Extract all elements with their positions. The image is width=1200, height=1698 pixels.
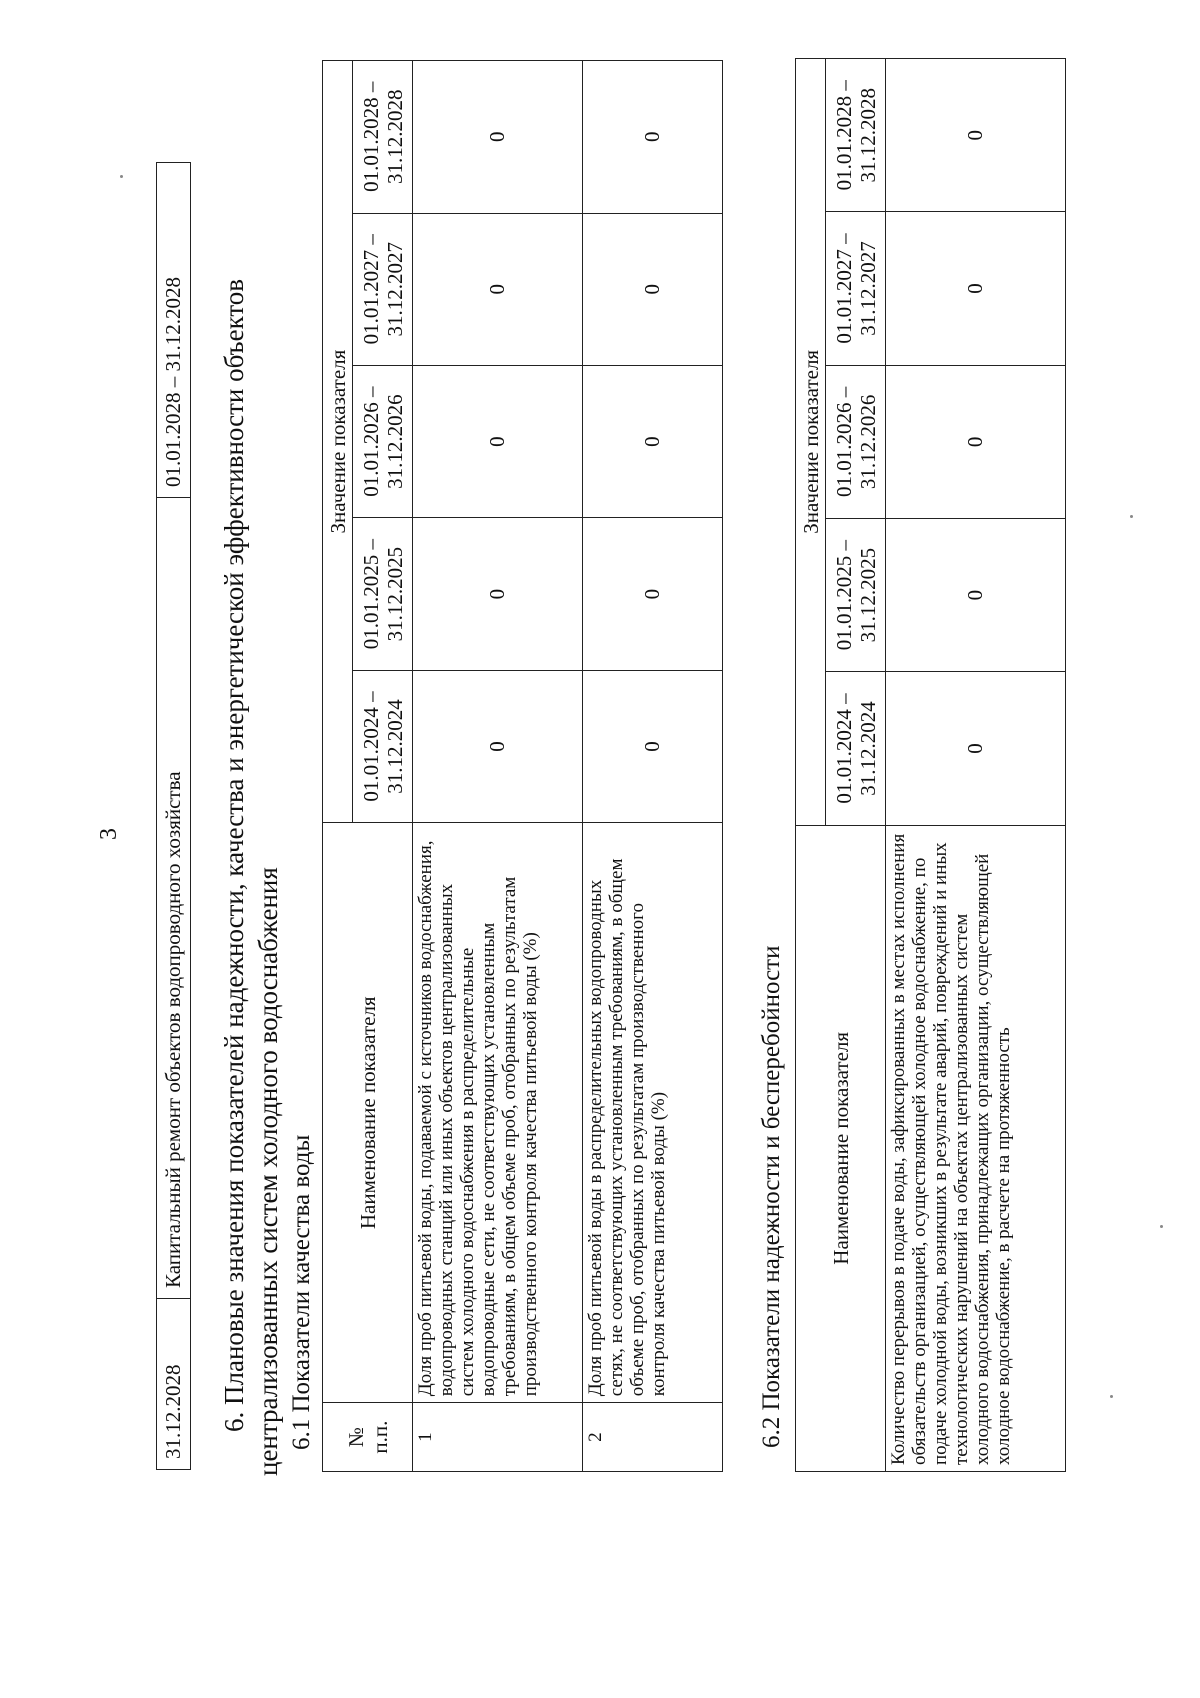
row-value: 0 bbox=[413, 518, 583, 670]
period-header: 01.01.2024 – 31.12.2024 bbox=[826, 672, 886, 825]
row-value: 0 bbox=[583, 670, 723, 822]
row-name: Доля проб питьевой воды в распределительных водопроводных сетях, не соответствующих установленным требованиям, в общем объеме проб, отобранных по результатам производственного контроля качества питьевой воды (%) bbox=[583, 823, 723, 1403]
row-value: 0 bbox=[886, 59, 1066, 212]
row-value: 0 bbox=[583, 61, 723, 214]
section-number: 6. bbox=[219, 1411, 249, 1432]
section-title-line1: Плановые значения показателей надежности, качества и энергетической эффективности объектов bbox=[219, 278, 249, 1405]
row-value: 0 bbox=[886, 212, 1066, 365]
col-header-values: Значение показателя bbox=[796, 59, 826, 826]
row-value: 0 bbox=[886, 365, 1066, 518]
col-header-name: Наименование показателя bbox=[796, 825, 886, 1471]
scan-speck bbox=[1160, 1225, 1163, 1228]
reliability-indicators-table bbox=[795, 58, 1066, 1472]
scan-speck bbox=[120, 175, 123, 178]
table-row bbox=[886, 59, 1066, 1472]
top-row-label: Капитальный ремонт объектов водопроводного хозяйства bbox=[157, 498, 191, 1299]
col-header-values: Значение показателя bbox=[323, 61, 353, 823]
table-row bbox=[583, 61, 723, 1472]
row-value: 0 bbox=[886, 519, 1066, 672]
section-title-line2: централизованных систем холодного водоснабжения bbox=[253, 867, 283, 1476]
table1-caption: 6.1 Показатели качества воды bbox=[288, 1134, 315, 1450]
row-name: Количество перерывов в подаче воды, зафиксированных в местах исполнения обязательств организацией, осуществляющей холодное водоснабжение, по подаче холодной воды, возникших в результате аварий, повреждений и иных технологических нарушений на объектах централизованных систем холодного водоснабжения, принадлежащих организации, осуществляющей холодное водоснабжение, в расчете на протяженность bbox=[886, 825, 1066, 1471]
row-value: 0 bbox=[886, 672, 1066, 825]
row-value: 0 bbox=[583, 518, 723, 670]
period-header: 01.01.2026 – 31.12.2026 bbox=[353, 365, 413, 517]
row-number: 1 bbox=[413, 1403, 583, 1472]
period-header: 01.01.2026 – 31.12.2026 bbox=[826, 365, 886, 518]
page-number: 3 bbox=[96, 828, 122, 840]
top-row-date-end: 31.12.2028 bbox=[157, 1299, 191, 1470]
row-value: 0 bbox=[583, 365, 723, 517]
row-value: 0 bbox=[413, 213, 583, 365]
period-header: 01.01.2024 – 31.12.2024 bbox=[353, 670, 413, 822]
top-continuation-table bbox=[156, 162, 191, 1470]
row-name: Доля проб питьевой воды, подаваемой с источников водоснабжения, водопроводных станций или иных объектов централизованных систем холодного водоснабжения в распределительные водопроводные сети, не соответствующих установленным требованиям, в общем объеме проб, отобранных по результатам производственного контроля качества питьевой воды (%) bbox=[413, 823, 583, 1403]
period-header: 01.01.2025 – 31.12.2025 bbox=[826, 519, 886, 672]
period-header: 01.01.2028 – 31.12.2028 bbox=[826, 59, 886, 212]
table2-caption: 6.2 Показатели надежности и бесперебойности bbox=[758, 945, 785, 1448]
quality-indicators-table bbox=[322, 60, 723, 1472]
col-header-name: Наименование показателя bbox=[323, 823, 413, 1403]
table-row bbox=[413, 61, 583, 1472]
scan-speck bbox=[1110, 1395, 1113, 1398]
period-header: 01.01.2027 – 31.12.2027 bbox=[826, 212, 886, 365]
top-row-period: 01.01.2028 – 31.12.2028 bbox=[157, 163, 191, 498]
period-header: 01.01.2025 – 31.12.2025 bbox=[353, 518, 413, 670]
period-header: 01.01.2027 – 31.12.2027 bbox=[353, 213, 413, 365]
section-heading bbox=[218, 12, 251, 1432]
row-value: 0 bbox=[583, 213, 723, 365]
scan-speck bbox=[1130, 515, 1133, 518]
row-number: 2 bbox=[583, 1403, 723, 1472]
row-value: 0 bbox=[413, 365, 583, 517]
row-value: 0 bbox=[413, 61, 583, 214]
period-header: 01.01.2028 – 31.12.2028 bbox=[353, 61, 413, 214]
row-value: 0 bbox=[413, 670, 583, 822]
col-header-num: № п.п. bbox=[323, 1403, 413, 1472]
